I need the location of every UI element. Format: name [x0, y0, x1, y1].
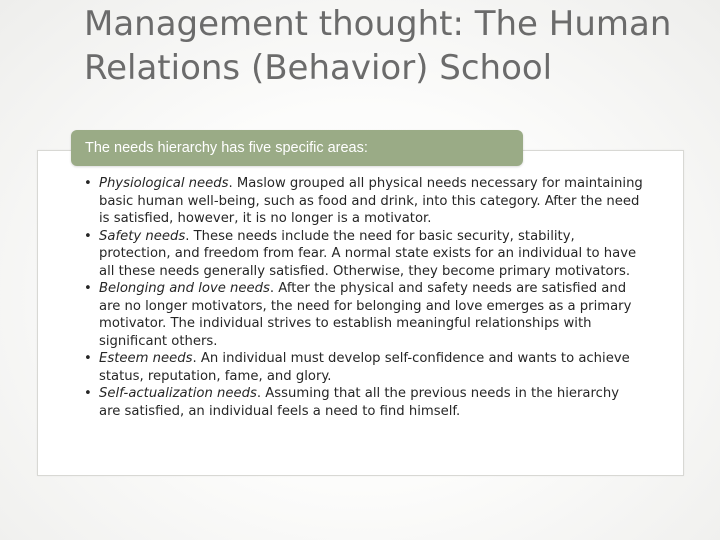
need-description: . After the physical and safety needs are satisfied and are no longer motivators, the need for belonging and love emerges as a primary motivator. The individual strives to establish meaningful relationships with significant others.: [99, 281, 632, 349]
need-term: Physiological needs: [99, 176, 229, 191]
needs-list: [84, 175, 644, 420]
need-description: . Assuming that all the previous needs in the hierarchy are satisfied, an individual feels a need to find himself.: [99, 386, 620, 419]
subtitle-tab: The needs hierarchy has five specific areas:: [71, 130, 523, 166]
bullet-icon: •: [84, 281, 92, 296]
bullet-icon: •: [84, 228, 92, 244]
list-item-safety: [84, 228, 644, 281]
need-description: . An individual must develop self-confidence and wants to achieve status, reputation, fame, and glory.: [99, 351, 630, 384]
need-term: Belonging and love needs: [99, 281, 270, 296]
bullet-icon: •: [84, 351, 92, 366]
list-item-physiological: [84, 175, 644, 228]
need-term: Safety needs: [99, 228, 186, 244]
list-item-belonging: [84, 280, 644, 350]
bullet-icon: •: [84, 176, 92, 191]
need-term: Esteem needs: [99, 351, 193, 366]
need-description: . Maslow grouped all physical needs necessary for maintaining basic human well-being, such as food and drink, into this category. After the need is satisfied, however, it is no longer is a motivator.: [99, 176, 643, 226]
list-item-esteem: [84, 350, 644, 385]
slide-title: Management thought: The Human Relations (Behavior) School: [84, 4, 672, 88]
list-item-self-actualization: [84, 385, 644, 420]
need-description: . These needs include the need for basic security, stability, protection, and freedom from fear. A normal state exists for an individual to have all these needs generally satisfied. Otherwise, they become primary motivators.: [99, 228, 637, 279]
bullet-icon: •: [84, 386, 92, 401]
need-term: Self-actualization needs: [99, 386, 257, 401]
